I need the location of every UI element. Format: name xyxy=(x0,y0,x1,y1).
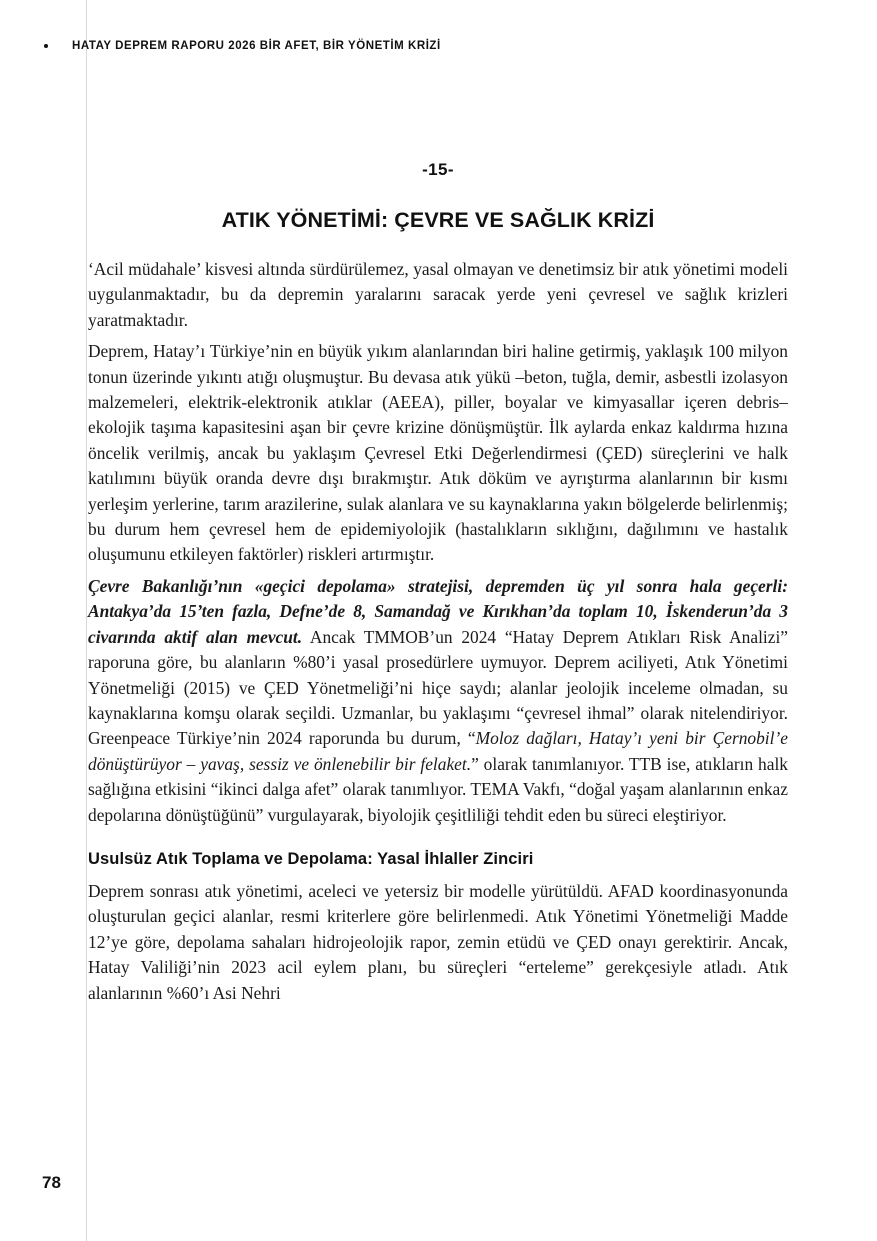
running-header xyxy=(72,40,786,52)
paragraph-temporary-storage xyxy=(88,574,788,828)
bullet-icon xyxy=(44,44,48,48)
paragraph-waste-volume: Deprem, Hatay’ı Türkiye’nin en büyük yıkım alanlarından biri haline getirmiş, yaklaşık 100 milyon tonun üzerinde yıkıntı atığı oluşmuştur. Bu devasa atık yükü –beton, tuğla, demir, asbestli izolasyon malzemeleri, elektrik-elektronik atıklar (AEEA), piller, boyalar ve kimyasallar içeren debris– ekolojik taşıma kapasitesini aşan bir çevre krizine dönüşmüştür. İlk aylarda enkaz kaldırma hızına öncelik verilmiş, ancak bu yaklaşım Çevresel Etki Değerlendirmesi (ÇED) süreçlerini ve halk katılımını büyük oranda devre dışı bırakmıştır. Atık döküm ve ayrıştırma alanlarının bir kısmı yerleşim yerlerine, tarım arazilerine, sulak alanlara ve su kaynaklarına yakın bölgelerde belirlenmiş; bu durum hem çevresel hem de epidemiyolojik (hastalıkların sıklığını, dağılımını ve hastalık oluşumunu etkileyen faktörler) riskleri artırmıştır. xyxy=(88,341,788,565)
page-edge-rule xyxy=(86,0,87,1241)
greenpeace-quote: Moloz dağları, Hatay’ı yeni bir Çernobil’e dönüştürüyor – yavaş, sessiz ve önlenebilir bir felaket. xyxy=(88,728,788,774)
paragraph-storage-rest-a: Ancak TMMOB’un 2024 “Hatay Deprem Atıkları Risk Analizi” raporuna göre, bu alanların %80’i yasal prosedürlere uymuyor. Deprem aciliyeti, Atık Yönetimi Yönetmeliği (2015) ve ÇED Yönetmeliği’ni hiçe saydı; alanlar jeolojik inceleme olmadan, su kaynaklarına komşu olarak seçildi. Uzmanlar, bu yaklaşımı “çevresel ihmal” olarak nitelendiriyor. Greenpeace Türkiye’nin 2024 raporunda bu durum, “ xyxy=(88,626,788,749)
section-number: -15- xyxy=(422,160,454,179)
paragraph-intro: ‘Acil müdahale’ kisvesi altında sürdürülemez, yasal olmayan ve denetimsiz bir atık yönetimi modeli uygulanmaktadır, bu da depremin yaralarını saracak yerde yeni çevresel ve sağlık krizleri yaratmaktadır. xyxy=(88,259,788,330)
emphasis-storage-strategy: Çevre Bakanlığı’nın «geçici depolama» stratejisi, depremden üç yıl sonra hala geçerli: Antakya’da 15’ten fazla, Defne’de 8, Samandağ ve Kırıkhan’da toplam 10, İskenderun’da 3 civarında aktif alan mevcut. xyxy=(88,575,788,647)
page-number: 78 xyxy=(42,1173,61,1192)
page-title: ATIK YÖNETİMİ: ÇEVRE VE SAĞLIK KRİZİ xyxy=(221,208,655,232)
page-content xyxy=(88,160,788,1012)
sub-heading-illegal-collection: Usulsüz Atık Toplama ve Depolama: Yasal İhlaller Zinciri xyxy=(88,849,534,868)
running-header-text: HATAY DEPREM RAPORU 2026 BİR AFET, BİR YÖNETİM KRİZİ xyxy=(72,40,441,52)
paragraph-storage-rest-b: ” olarak tanımlanıyor. TTB ise, atıkların halk sağlığına etkisini “ikinci dalga afet” olarak tanımlıyor. TEMA Vakfı, “doğal yaşam alanlarının enkaz depolarına dönüştüğünü” vurgulayarak, biyolojik çeşitliliği tehdit eden bu süreci eleştiriyor. xyxy=(88,753,788,825)
paragraph-legal-violations: Deprem sonrası atık yönetimi, aceleci ve yetersiz bir modelle yürütüldü. AFAD koordinasyonunda oluşturulan geçici alanlar, resmi kriterlere göre belirlenmedi. Atık Yönetimi Yönetmeliği Madde 12’ye göre, depolama sahaları hidrojeolojik rapor, zemin etüdü ve ÇED onayı gerektirir. Ancak, Hatay Valiliği’nin 2023 acil eylem planı, bu süreçleri “erteleme” gerekçesiyle atladı. Atık alanlarının %60’ı Asi Nehri xyxy=(88,880,788,1003)
